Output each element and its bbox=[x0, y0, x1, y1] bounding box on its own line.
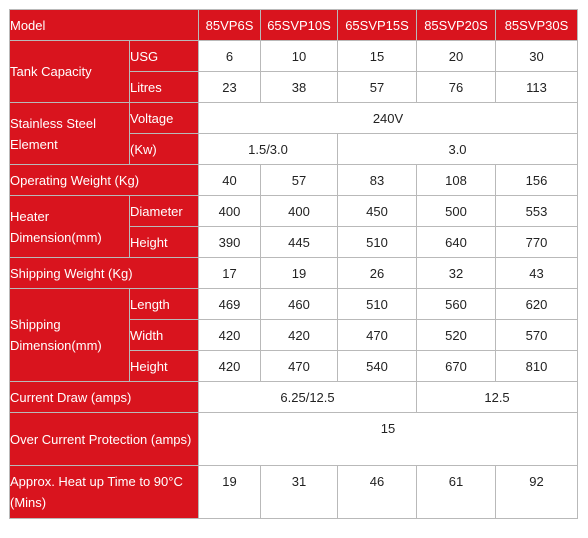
table-row bbox=[10, 103, 578, 134]
width-value: 420 bbox=[261, 320, 338, 351]
over-current-label: Over Current Protection (amps) bbox=[10, 413, 199, 466]
litres-label: Litres bbox=[130, 72, 199, 103]
model-name: 65SVP15S bbox=[338, 10, 417, 41]
heat-up-value: 92 bbox=[496, 466, 578, 519]
usg-label: USG bbox=[130, 41, 199, 72]
heat-up-value: 61 bbox=[417, 466, 496, 519]
diameter-value: 450 bbox=[338, 196, 417, 227]
litres-value: 23 bbox=[199, 72, 261, 103]
kw-value-group1: 1.5/3.0 bbox=[199, 134, 338, 165]
shipping-height-value: 670 bbox=[417, 351, 496, 382]
model-header: Model bbox=[10, 10, 199, 41]
tank-capacity-label: Tank Capacity bbox=[10, 41, 130, 103]
current-draw-value-group1: 6.25/12.5 bbox=[199, 382, 417, 413]
operating-weight-value: 108 bbox=[417, 165, 496, 196]
litres-value: 76 bbox=[417, 72, 496, 103]
heater-height-value: 445 bbox=[261, 227, 338, 258]
width-value: 420 bbox=[199, 320, 261, 351]
voltage-label: Voltage bbox=[130, 103, 199, 134]
heat-up-label: Approx. Heat up Time to 90°C (Mins) bbox=[10, 466, 199, 519]
shipping-weight-label: Shipping Weight (Kg) bbox=[10, 258, 199, 289]
width-value: 470 bbox=[338, 320, 417, 351]
table-row bbox=[10, 41, 578, 72]
shipping-height-value: 810 bbox=[496, 351, 578, 382]
usg-value: 10 bbox=[261, 41, 338, 72]
width-label: Width bbox=[130, 320, 199, 351]
operating-weight-value: 83 bbox=[338, 165, 417, 196]
shipping-dimension-label: Shipping Dimension(mm) bbox=[10, 289, 130, 382]
diameter-value: 500 bbox=[417, 196, 496, 227]
diameter-label: Diameter bbox=[130, 196, 199, 227]
current-draw-value-group2: 12.5 bbox=[417, 382, 578, 413]
model-name: 85VP6S bbox=[199, 10, 261, 41]
shipping-weight-value: 26 bbox=[338, 258, 417, 289]
usg-value: 15 bbox=[338, 41, 417, 72]
over-current-value: 15 bbox=[199, 413, 578, 466]
shipping-height-value: 470 bbox=[261, 351, 338, 382]
length-value: 620 bbox=[496, 289, 578, 320]
kw-label: (Kw) bbox=[130, 134, 199, 165]
width-value: 570 bbox=[496, 320, 578, 351]
shipping-height-value: 540 bbox=[338, 351, 417, 382]
operating-weight-label: Operating Weight (Kg) bbox=[10, 165, 199, 196]
length-label: Length bbox=[130, 289, 199, 320]
table-row bbox=[10, 466, 578, 519]
length-value: 469 bbox=[199, 289, 261, 320]
heater-dimension-label: Heater Dimension(mm) bbox=[10, 196, 130, 258]
usg-value: 6 bbox=[199, 41, 261, 72]
table-row bbox=[10, 196, 578, 227]
usg-value: 30 bbox=[496, 41, 578, 72]
kw-value-group2: 3.0 bbox=[338, 134, 578, 165]
heater-height-value: 510 bbox=[338, 227, 417, 258]
length-value: 510 bbox=[338, 289, 417, 320]
width-value: 520 bbox=[417, 320, 496, 351]
diameter-value: 400 bbox=[199, 196, 261, 227]
heat-up-value: 19 bbox=[199, 466, 261, 519]
table-row bbox=[10, 258, 578, 289]
model-name: 85SVP30S bbox=[496, 10, 578, 41]
usg-value: 20 bbox=[417, 41, 496, 72]
length-value: 560 bbox=[417, 289, 496, 320]
heat-up-value: 31 bbox=[261, 466, 338, 519]
litres-value: 57 bbox=[338, 72, 417, 103]
shipping-height-value: 420 bbox=[199, 351, 261, 382]
shipping-weight-value: 19 bbox=[261, 258, 338, 289]
shipping-weight-value: 17 bbox=[199, 258, 261, 289]
voltage-value: 240V bbox=[199, 103, 578, 134]
operating-weight-value: 156 bbox=[496, 165, 578, 196]
current-draw-label: Current Draw (amps) bbox=[10, 382, 199, 413]
length-value: 460 bbox=[261, 289, 338, 320]
model-name: 85SVP20S bbox=[417, 10, 496, 41]
litres-value: 113 bbox=[496, 72, 578, 103]
diameter-value: 553 bbox=[496, 196, 578, 227]
shipping-height-label: Height bbox=[130, 351, 199, 382]
table-row bbox=[10, 289, 578, 320]
diameter-value: 400 bbox=[261, 196, 338, 227]
heater-height-value: 770 bbox=[496, 227, 578, 258]
table-row bbox=[10, 382, 578, 413]
shipping-weight-value: 43 bbox=[496, 258, 578, 289]
heater-height-label: Height bbox=[130, 227, 199, 258]
table-row bbox=[10, 413, 578, 466]
table-row bbox=[10, 165, 578, 196]
heat-up-value: 46 bbox=[338, 466, 417, 519]
shipping-weight-value: 32 bbox=[417, 258, 496, 289]
litres-value: 38 bbox=[261, 72, 338, 103]
element-label: Stainless Steel Element bbox=[10, 103, 130, 165]
header-row bbox=[10, 10, 578, 41]
operating-weight-value: 57 bbox=[261, 165, 338, 196]
heater-height-value: 390 bbox=[199, 227, 261, 258]
operating-weight-value: 40 bbox=[199, 165, 261, 196]
heater-height-value: 640 bbox=[417, 227, 496, 258]
spec-table bbox=[9, 9, 578, 519]
model-name: 65SVP10S bbox=[261, 10, 338, 41]
